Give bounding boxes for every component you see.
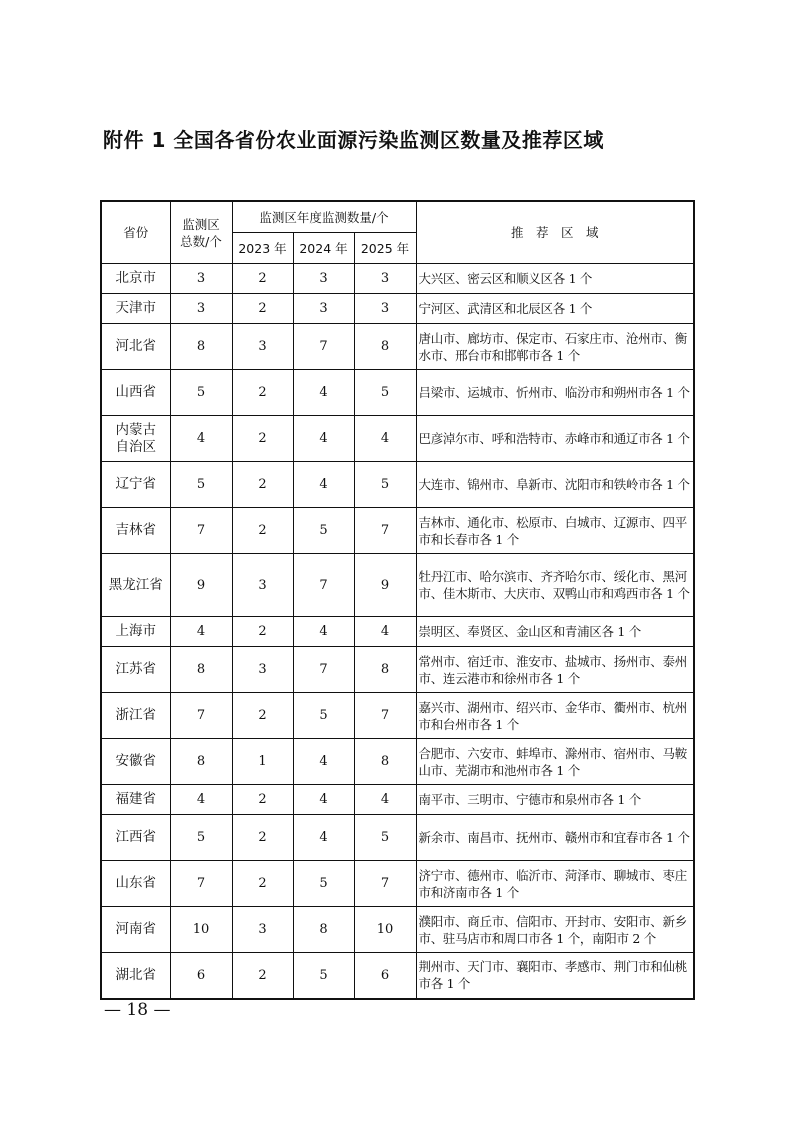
count-2025-cell: 5 — [354, 370, 416, 416]
count-2025-cell: 8 — [354, 739, 416, 785]
province-cell: 江西省 — [101, 815, 170, 861]
count-2023-cell: 1 — [232, 739, 293, 785]
count-2025-cell: 8 — [354, 324, 416, 370]
count-2024-cell: 4 — [293, 462, 354, 508]
province-cell: 吉林省 — [101, 508, 170, 554]
table-row — [101, 294, 694, 324]
count-2025-cell: 3 — [354, 294, 416, 324]
count-2024-cell: 5 — [293, 508, 354, 554]
province-cell: 山西省 — [101, 370, 170, 416]
recommended-area-cell: 濮阳市、商丘市、信阳市、开封市、安阳市、新乡市、驻马店市和周口市各 1 个，南阳市 2 个 — [416, 907, 694, 953]
recommended-area-cell: 吉林市、通化市、松原市、白城市、辽源市、四平市和长春市各 1 个 — [416, 508, 694, 554]
count-2025-cell: 7 — [354, 861, 416, 907]
province-cell: 天津市 — [101, 294, 170, 324]
recommended-area-cell: 巴彦淖尔市、呼和浩特市、赤峰市和通辽市各 1 个 — [416, 416, 694, 462]
count-2023-cell: 2 — [232, 815, 293, 861]
total-cell: 7 — [170, 693, 232, 739]
province-cell: 辽宁省 — [101, 462, 170, 508]
count-2024-cell: 4 — [293, 617, 354, 647]
province-cell: 江苏省 — [101, 647, 170, 693]
recommended-area-cell: 新余市、南昌市、抚州市、赣州市和宜春市各 1 个 — [416, 815, 694, 861]
total-cell: 6 — [170, 953, 232, 999]
header-annual-group: 监测区年度监测数量/个 — [232, 201, 416, 233]
count-2024-cell: 5 — [293, 693, 354, 739]
province-cell: 河北省 — [101, 324, 170, 370]
count-2024-cell: 4 — [293, 815, 354, 861]
page-number: — 18 — — [104, 1000, 171, 1020]
count-2023-cell: 2 — [232, 264, 293, 294]
count-2024-cell: 3 — [293, 264, 354, 294]
count-2023-cell: 2 — [232, 462, 293, 508]
total-cell: 5 — [170, 370, 232, 416]
monitoring-table — [100, 200, 695, 1000]
recommended-area-cell: 吕梁市、运城市、忻州市、临汾市和朔州市各 1 个 — [416, 370, 694, 416]
recommended-area-cell: 牡丹江市、哈尔滨市、齐齐哈尔市、绥化市、黑河市、佳木斯市、大庆市、双鸭山市和鸡西市各 1 个 — [416, 554, 694, 617]
count-2023-cell: 2 — [232, 861, 293, 907]
count-2024-cell: 4 — [293, 785, 354, 815]
table-row — [101, 785, 694, 815]
province-cell: 福建省 — [101, 785, 170, 815]
recommended-area-cell: 大连市、锦州市、阜新市、沈阳市和铁岭市各 1 个 — [416, 462, 694, 508]
count-2025-cell: 10 — [354, 907, 416, 953]
total-cell: 4 — [170, 785, 232, 815]
header-2023: 2023 年 — [232, 233, 293, 264]
total-cell: 8 — [170, 324, 232, 370]
count-2025-cell: 4 — [354, 416, 416, 462]
table-row — [101, 264, 694, 294]
count-2024-cell: 7 — [293, 647, 354, 693]
count-2024-cell: 7 — [293, 554, 354, 617]
header-row-1 — [101, 201, 694, 233]
header-total — [170, 201, 232, 264]
count-2024-cell: 5 — [293, 953, 354, 999]
table-row — [101, 617, 694, 647]
table-row — [101, 370, 694, 416]
total-cell: 8 — [170, 647, 232, 693]
count-2024-cell: 4 — [293, 370, 354, 416]
table-row — [101, 907, 694, 953]
recommended-area-cell: 大兴区、密云区和顺义区各 1 个 — [416, 264, 694, 294]
table-row — [101, 693, 694, 739]
count-2025-cell: 6 — [354, 953, 416, 999]
count-2023-cell: 2 — [232, 416, 293, 462]
count-2023-cell: 2 — [232, 953, 293, 999]
total-cell: 9 — [170, 554, 232, 617]
province-cell: 北京市 — [101, 264, 170, 294]
count-2024-cell: 4 — [293, 416, 354, 462]
table-row — [101, 815, 694, 861]
province-cell: 黑龙江省 — [101, 554, 170, 617]
table-row — [101, 508, 694, 554]
header-2025: 2025 年 — [354, 233, 416, 264]
page-title: 附件 1 全国各省份农业面源污染监测区数量及推荐区域 — [103, 128, 604, 152]
total-cell: 8 — [170, 739, 232, 785]
count-2023-cell: 3 — [232, 907, 293, 953]
count-2024-cell: 7 — [293, 324, 354, 370]
recommended-area-cell: 济宁市、德州市、临沂市、菏泽市、聊城市、枣庄市和济南市各 1 个 — [416, 861, 694, 907]
table-row — [101, 324, 694, 370]
province-cell: 山东省 — [101, 861, 170, 907]
count-2024-cell: 4 — [293, 739, 354, 785]
total-cell: 5 — [170, 462, 232, 508]
recommended-area-cell: 宁河区、武清区和北辰区各 1 个 — [416, 294, 694, 324]
count-2024-cell: 8 — [293, 907, 354, 953]
count-2023-cell: 3 — [232, 324, 293, 370]
count-2024-cell: 5 — [293, 861, 354, 907]
table-row — [101, 861, 694, 907]
count-2025-cell: 4 — [354, 617, 416, 647]
province-cell: 河南省 — [101, 907, 170, 953]
count-2025-cell: 7 — [354, 693, 416, 739]
count-2023-cell: 2 — [232, 508, 293, 554]
recommended-area-cell: 嘉兴市、湖州市、绍兴市、金华市、衢州市、杭州市和台州市各 1 个 — [416, 693, 694, 739]
table-row — [101, 554, 694, 617]
province-cell: 安徽省 — [101, 739, 170, 785]
total-cell: 10 — [170, 907, 232, 953]
recommended-area-cell: 南平市、三明市、宁德市和泉州市各 1 个 — [416, 785, 694, 815]
count-2023-cell: 2 — [232, 294, 293, 324]
count-2025-cell: 7 — [354, 508, 416, 554]
province-cell: 浙江省 — [101, 693, 170, 739]
table-row — [101, 416, 694, 462]
header-province: 省份 — [101, 201, 170, 264]
province-cell: 上海市 — [101, 617, 170, 647]
count-2023-cell: 3 — [232, 554, 293, 617]
table-row — [101, 647, 694, 693]
count-2023-cell: 2 — [232, 785, 293, 815]
total-cell: 5 — [170, 815, 232, 861]
count-2023-cell: 2 — [232, 617, 293, 647]
count-2025-cell: 8 — [354, 647, 416, 693]
province-cell: 湖北省 — [101, 953, 170, 999]
total-cell: 4 — [170, 617, 232, 647]
total-cell: 7 — [170, 861, 232, 907]
count-2025-cell: 9 — [354, 554, 416, 617]
recommended-area-cell: 崇明区、奉贤区、金山区和青浦区各 1 个 — [416, 617, 694, 647]
table-row — [101, 462, 694, 508]
recommended-area-cell: 合肥市、六安市、蚌埠市、滁州市、宿州市、马鞍山市、芜湖市和池州市各 1 个 — [416, 739, 694, 785]
count-2025-cell: 3 — [354, 264, 416, 294]
recommended-area-cell: 唐山市、廊坊市、保定市、石家庄市、沧州市、衡水市、邢台市和邯郸市各 1 个 — [416, 324, 694, 370]
count-2025-cell: 5 — [354, 462, 416, 508]
header-area: 推 荐 区 域 — [416, 201, 694, 264]
total-cell: 3 — [170, 264, 232, 294]
total-cell: 4 — [170, 416, 232, 462]
province-cell: 内蒙古自治区 — [101, 416, 170, 462]
table-row — [101, 739, 694, 785]
count-2023-cell: 3 — [232, 647, 293, 693]
count-2023-cell: 2 — [232, 370, 293, 416]
recommended-area-cell: 常州市、宿迁市、淮安市、盐城市、扬州市、泰州市、连云港市和徐州市各 1 个 — [416, 647, 694, 693]
total-cell: 3 — [170, 294, 232, 324]
header-2024: 2024 年 — [293, 233, 354, 264]
count-2025-cell: 5 — [354, 815, 416, 861]
table-row — [101, 953, 694, 999]
total-cell: 7 — [170, 508, 232, 554]
count-2024-cell: 3 — [293, 294, 354, 324]
header-total-text: 监测区总数/个 — [180, 216, 222, 249]
recommended-area-cell: 荆州市、天门市、襄阳市、孝感市、荆门市和仙桃市各 1 个 — [416, 953, 694, 999]
count-2025-cell: 4 — [354, 785, 416, 815]
count-2023-cell: 2 — [232, 693, 293, 739]
